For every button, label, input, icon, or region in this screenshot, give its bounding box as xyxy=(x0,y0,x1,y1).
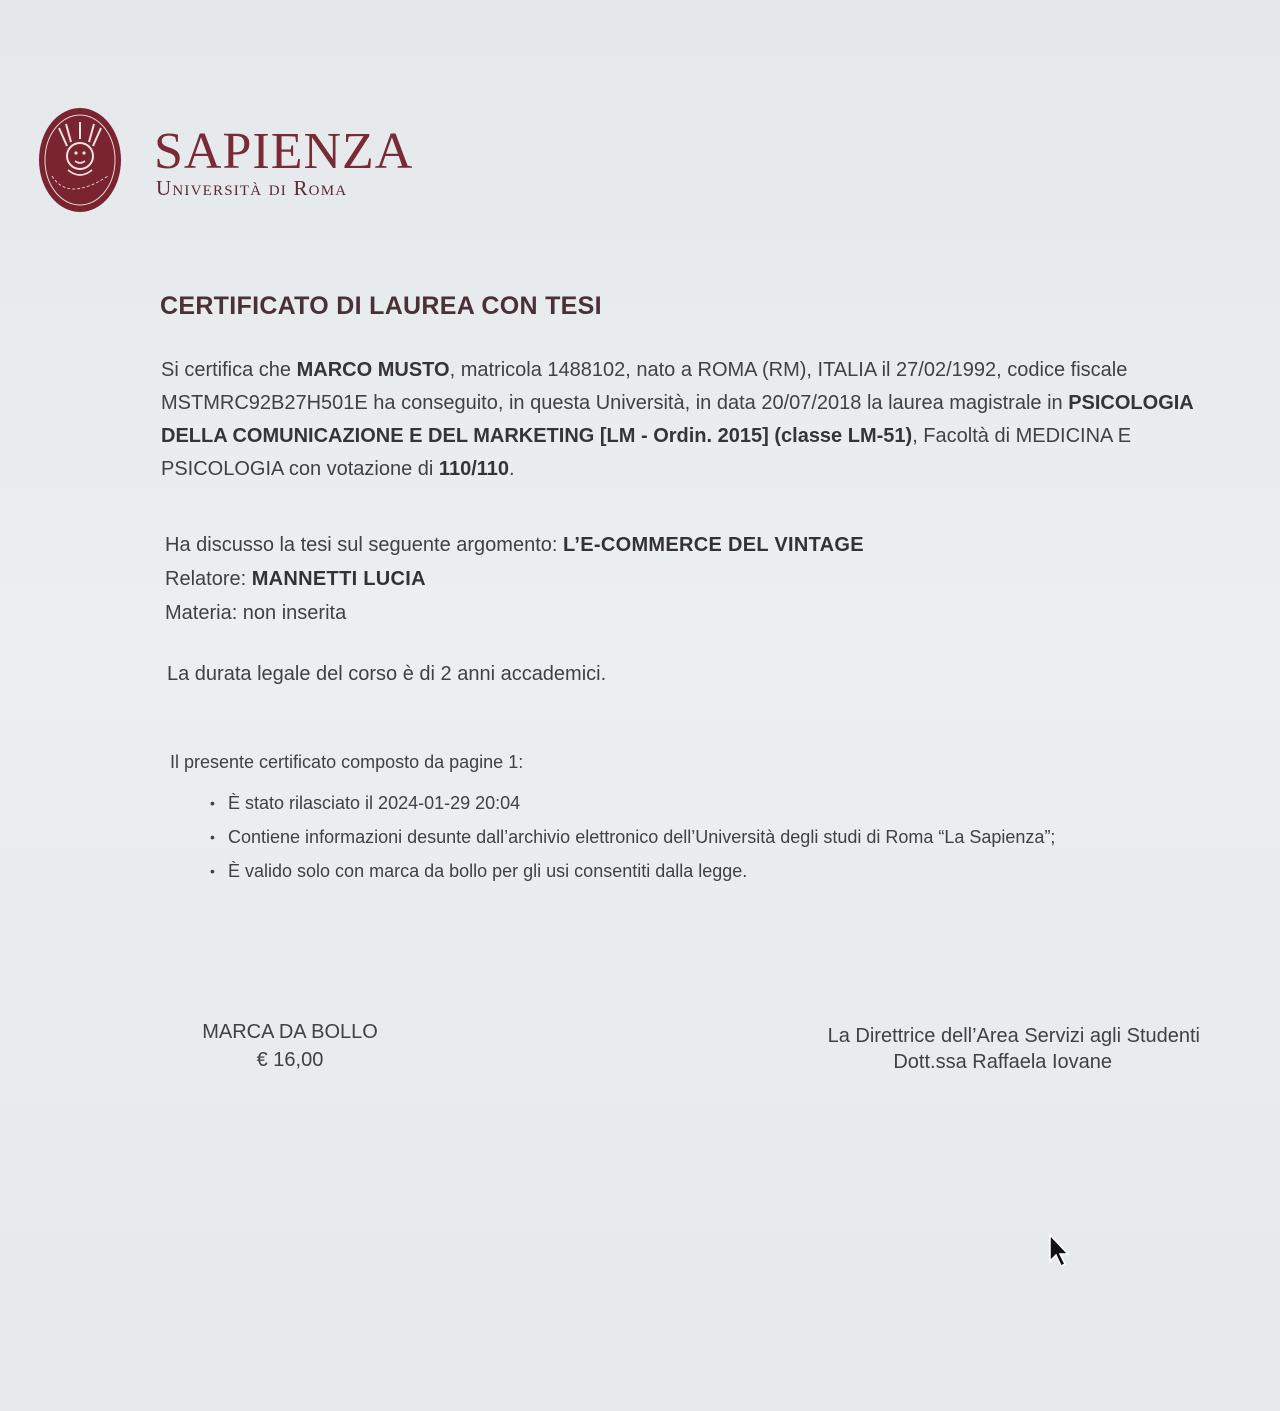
student-name: MARCO MUSTO xyxy=(296,359,450,381)
document-title: CERTIFICATO DI LAUREA CON TESI xyxy=(160,292,602,320)
revenue-stamp-block xyxy=(200,1018,380,1074)
signature-block xyxy=(800,1023,1200,1075)
supervisor-label: Relatore: xyxy=(165,568,252,590)
sapienza-seal-icon xyxy=(38,106,122,214)
thesis-title: L’E-COMMERCE DEL VINTAGE xyxy=(563,534,864,556)
stamp-amount: € 16,00 xyxy=(256,1049,324,1071)
para-text-3: , Facoltà di MEDICINA E PSICOLOGIA con votazione di xyxy=(161,425,1132,480)
para-text-2: , matricola 1488102, nato a ROMA (RM), ITALIA il 27/02/1992, codice fiscale MSTMRC92B27H501E ha conseguito, in questa Università, in data 20/07/2018 la laurea magistrale in xyxy=(161,359,1128,414)
signatory-name: Dott.ssa Raffaela Iovane xyxy=(893,1051,1112,1073)
university-logo xyxy=(38,106,414,216)
certification-paragraph xyxy=(161,354,1201,486)
thesis-line xyxy=(165,528,864,562)
supervisor-name: MANNETTI LUCIA xyxy=(251,568,426,590)
supervisor-line xyxy=(165,562,864,596)
composition-note: Il presente certificato composto da pagine 1: xyxy=(170,752,524,772)
subject-line: Materia: non inserita xyxy=(165,602,347,624)
thesis-label: Ha discusso la tesi sul seguente argomento: xyxy=(165,534,563,556)
brand-subtitle: Università di Roma xyxy=(156,176,348,200)
signatory-role: La Direttrice dell’Area Servizi agli Studenti xyxy=(827,1025,1200,1047)
arrow-cursor-icon xyxy=(1048,1233,1072,1269)
degree-name: PSICOLOGIA DELLA COMUNICAZIONE E DEL MARKETING [LM - Ordin. 2015] (classe LM-51) xyxy=(161,392,1194,447)
info-list xyxy=(210,786,1055,888)
list-item: • È stato rilasciato il 2024-01-29 20:04 xyxy=(210,786,1055,820)
para-text-4: . xyxy=(509,458,515,480)
list-item: • È valido solo con marca da bollo per gli usi consentiti dalla legge. xyxy=(210,854,1055,888)
thesis-block xyxy=(165,528,864,630)
course-duration: La durata legale del corso è di 2 anni accademici. xyxy=(167,663,607,685)
stamp-label: MARCA DA BOLLO xyxy=(202,1021,378,1043)
brand-name: SAPIENZA xyxy=(154,123,414,180)
list-item: • Contiene informazioni desunte dall’archivio elettronico dell’Università degli studi di Roma “La Sapienza”; xyxy=(210,820,1055,854)
para-text-1: Si certifica che xyxy=(161,359,297,381)
grade: 110/110 xyxy=(438,458,510,480)
